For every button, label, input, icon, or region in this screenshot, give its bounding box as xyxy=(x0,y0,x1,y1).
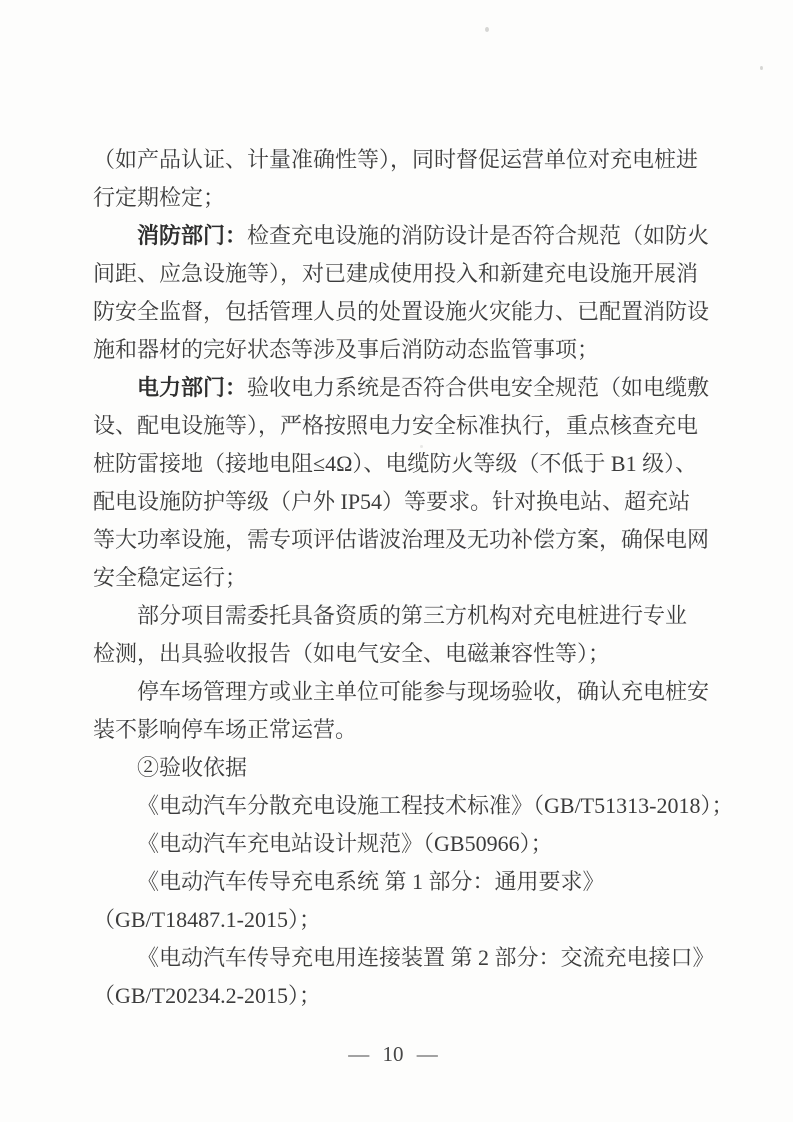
body-text: 装不影响停车场正常运营。 xyxy=(93,717,358,742)
text-line xyxy=(93,939,733,977)
body-text: 间距、应急设施等），对已建成使用投入和新建充电设施开展消 xyxy=(93,261,699,286)
body-text: 《电动汽车充电站设计规范》（GB50966）； xyxy=(137,831,553,856)
text-line xyxy=(93,407,733,445)
text-line xyxy=(93,331,733,369)
body-text: （如产品认证、计量准确性等），同时督促运营单位对充电桩进 xyxy=(93,147,699,172)
body-text: 等大功率设施，需专项评估谐波治理及无功补偿方案，确保电网 xyxy=(93,527,710,552)
text-line xyxy=(93,559,733,597)
body-text: 《电动汽车分散充电设施工程技术标准》（GB/T51313-2018）； xyxy=(137,793,734,818)
text-line xyxy=(93,521,733,559)
text-line xyxy=(93,293,733,331)
text-line xyxy=(93,369,733,407)
body-text: 防安全监督，包括管理人员的处置设施火灾能力、已配置消防设 xyxy=(93,299,710,324)
body-text: 施和器材的完好状态等涉及事后消防动态监管事项； xyxy=(93,337,600,362)
body-text: 《电动汽车传导充电系统 第 1 部分：通用要求》 xyxy=(137,869,605,894)
text-line xyxy=(93,787,733,825)
text-line xyxy=(93,863,733,901)
page-number: — 10 — xyxy=(348,1042,438,1066)
text-line xyxy=(93,255,733,293)
text-line xyxy=(93,445,733,483)
body-text: 桩防雷接地（接地电阻≤4Ω）、电缆防火等级（不低于 B1 级）、 xyxy=(93,451,698,476)
body-text: 部分项目需委托具备资质的第三方机构对充电桩进行专业 xyxy=(137,603,688,628)
body-text: 停车场管理方或业主单位可能参与现场验收，确认充电桩安 xyxy=(137,679,710,704)
body-text: 验收电力系统是否符合供电安全规范（如电缆敷 xyxy=(247,375,710,400)
body-text: ②验收依据 xyxy=(137,755,248,780)
text-line xyxy=(93,711,733,749)
body-text: 检测，出具验收报告（如电气安全、电磁兼容性等）； xyxy=(93,641,611,666)
section-heading-text: 电力部门： xyxy=(137,375,248,400)
body-text: 配电设施防护等级（户外 IP54）等要求。针对换电站、超充站 xyxy=(93,489,691,514)
body-text: （GB/T20234.2-2015）； xyxy=(93,983,321,1008)
body-text: （GB/T18487.1-2015）； xyxy=(93,907,321,932)
text-line xyxy=(93,483,733,521)
section-heading-text: 消防部门： xyxy=(137,223,248,248)
body-text: 安全稳定运行； xyxy=(93,565,248,590)
text-line xyxy=(93,825,733,863)
text-block xyxy=(93,141,733,1015)
text-line xyxy=(93,217,733,255)
text-line xyxy=(93,141,733,179)
text-line xyxy=(93,179,733,217)
text-line xyxy=(93,673,733,711)
scan-speck xyxy=(485,27,489,32)
text-line xyxy=(93,749,733,787)
page-footer xyxy=(0,1042,786,1067)
body-text: 设、配电设施等），严格按照电力安全标准执行，重点核查充电 xyxy=(93,413,699,438)
text-line xyxy=(93,901,733,939)
body-text: 《电动汽车传导充电用连接装置 第 2 部分：交流充电接口》 xyxy=(137,945,715,970)
text-line xyxy=(93,597,733,635)
body-text: 检查充电设施的消防设计是否符合规范（如防火 xyxy=(247,223,710,248)
body-text: 行定期检定； xyxy=(93,185,226,210)
text-line xyxy=(93,635,733,673)
scan-speck xyxy=(760,66,763,70)
text-line xyxy=(93,977,733,1015)
